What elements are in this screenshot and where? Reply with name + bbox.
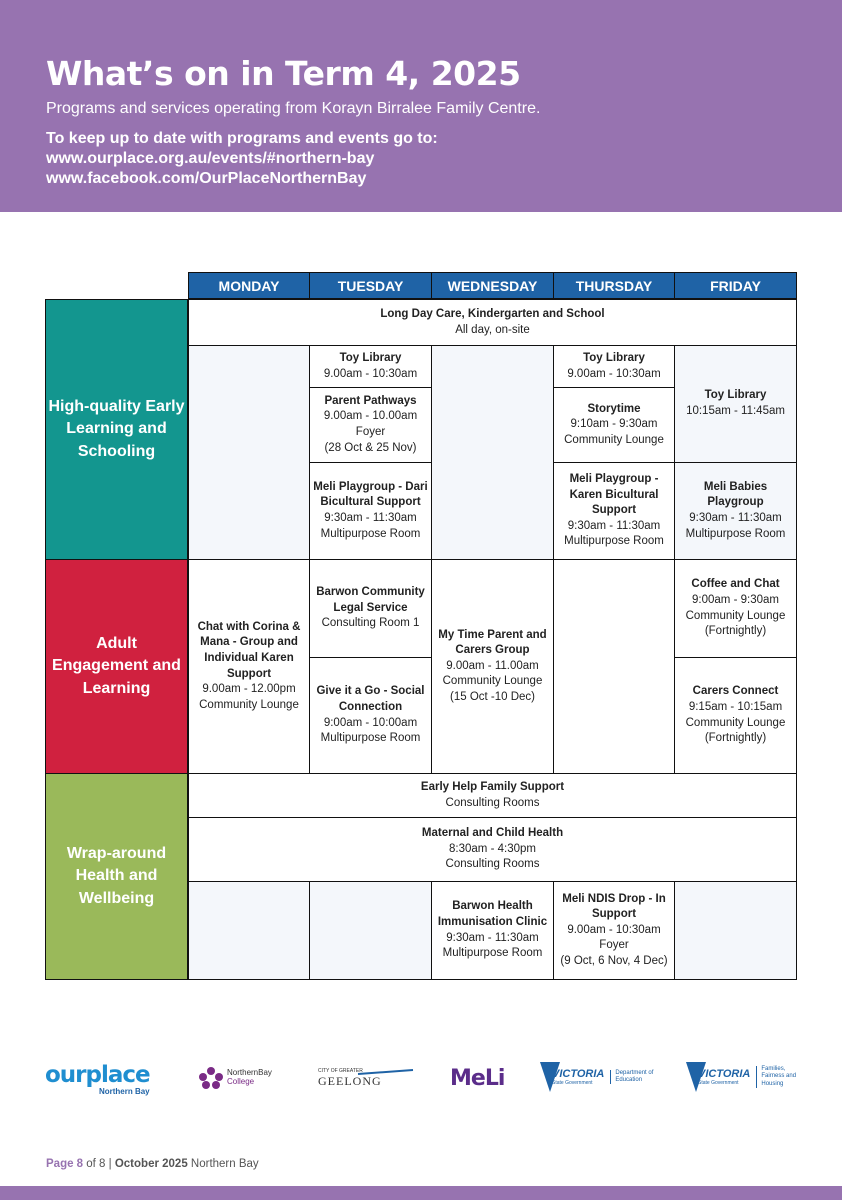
empty-cell (188, 345, 310, 560)
cell-location: Community Lounge (199, 698, 299, 711)
cell-location: Multipurpose Room (320, 527, 421, 540)
page-header (0, 0, 842, 212)
cell-time: 9.00am - 11.00am (446, 659, 539, 672)
ourplace-logo (45, 1064, 150, 1096)
victoria-families-logo (686, 1062, 802, 1092)
empty-cell (431, 345, 554, 560)
day-header-thursday: THURSDAY (553, 272, 675, 299)
day-header-tuesday: TUESDAY (309, 272, 432, 299)
fri-toy-library-cell (674, 345, 797, 463)
cell-title: Barwon Health Immunisation Clinic (437, 900, 548, 928)
cell-location: Multipurpose Room (320, 732, 421, 745)
cell-location: Consulting Rooms (445, 796, 540, 809)
page-subtitle: Programs and services operating from Korayn Birralee Family Centre. (46, 100, 541, 117)
cell-title: Give it a Go - Social Connection (316, 685, 425, 713)
fri-coffee-chat-cell (674, 559, 797, 658)
day-header-monday: MONDAY (188, 272, 310, 299)
geelong-logo (318, 1068, 382, 1089)
thu-storytime-cell (553, 387, 675, 463)
geelong-small: CITY OF GREATER (318, 1068, 363, 1074)
cell-dates: (28 Oct & 25 Nov) (324, 441, 417, 454)
footer-of: of 8 | (83, 1158, 115, 1170)
ourplace-logo-sub: Northern Bay (98, 1087, 150, 1096)
tue-parent-pathways-cell (309, 387, 432, 463)
tue-give-it-a-go-cell (309, 657, 432, 774)
cell-time: 9.00am - 10:30am (567, 367, 661, 380)
cell-time: 9:10am - 9:30am (570, 418, 658, 431)
dept-education-text: Department of Education (610, 1070, 656, 1084)
cell-time: 9:15am - 10:15am (688, 700, 783, 713)
events-link[interactable]: www.ourplace.org.au/events/#northern-bay (46, 150, 375, 167)
tue-toy-library-cell (309, 345, 432, 388)
footer-page: Page 8 (46, 1158, 84, 1170)
cell-title: Chat with Corina & Mana - Group and Individual Karen Support (197, 620, 301, 680)
cell-title: Coffee and Chat (691, 578, 780, 591)
mon-chat-cell (188, 559, 310, 774)
nbc-line1: NorthernBay (227, 1068, 272, 1078)
victoria-text: VICTORIA (552, 1068, 605, 1080)
category-wrap-around: Wrap-around Health and Wellbeing (45, 773, 188, 980)
cell-location: Multipurpose Room (442, 947, 543, 960)
cell-frequency: (Fortnightly) (704, 732, 767, 745)
cell-location: Community Lounge (564, 433, 664, 446)
tue-meli-playgroup-cell (309, 462, 432, 560)
nbc-line2: College (227, 1077, 255, 1086)
cell-title: Long Day Care, Kindergarten and School (380, 307, 605, 320)
cell-location: Foyer (599, 939, 629, 952)
partner-logos (0, 1060, 842, 1110)
geelong-main: GEELONG (318, 1074, 382, 1088)
thu-toy-library-cell (553, 345, 675, 388)
victoria-text: VICTORIA (698, 1068, 751, 1080)
cell-time: 9:00am - 10:00am (323, 716, 418, 729)
empty-cell (553, 559, 675, 774)
cell-frequency: (Fortnightly) (704, 625, 767, 638)
cell-title: Meli NDIS Drop - In Support (562, 892, 666, 921)
maternal-child-health-cell (188, 817, 797, 882)
cell-title: Carers Connect (692, 685, 779, 698)
cell-title: Toy Library (583, 351, 645, 364)
thu-meli-playgroup-cell (553, 462, 675, 560)
empty-cell (674, 881, 797, 980)
cell-time: 10:15am - 11:45am (686, 405, 785, 417)
page-title: What’s on in Term 4, 2025 (46, 54, 521, 93)
day-header-friday: FRIDAY (674, 272, 797, 299)
cell-title: Meli Babies Playgroup (703, 480, 768, 509)
early-help-cell (188, 773, 797, 818)
cell-title: Maternal and Child Health (421, 827, 564, 840)
longday-cell (188, 299, 797, 346)
victoria-sub: State Government (552, 1080, 593, 1086)
fri-meli-babies-cell (674, 462, 797, 560)
category-early-learning: High-quality Early Learning and Schooling (45, 299, 188, 560)
keep-up-text: To keep up to date with programs and events go to: (46, 130, 438, 147)
cell-location: Consulting Room 1 (321, 617, 420, 630)
facebook-link[interactable]: www.facebook.com/OurPlaceNorthernBay (46, 170, 367, 187)
empty-cell (188, 881, 310, 980)
thu-ndis-cell (553, 881, 675, 980)
cell-time: 9.00am - 10.00am (323, 410, 418, 423)
victoria-education-logo (540, 1062, 656, 1092)
footer-location: Northern Bay (187, 1158, 259, 1170)
cell-time: 9:30am - 11:30am (689, 512, 782, 524)
cell-time: 9:00am - 9:30am (692, 593, 779, 606)
cell-time: 9.00am - 12.00pm (202, 683, 296, 696)
cell-dates: (9 Oct, 6 Nov, 4 Dec) (560, 954, 668, 967)
empty-cell (309, 881, 432, 980)
wed-immunisation-cell (431, 881, 554, 980)
cell-title: Barwon Community Legal Service (316, 586, 425, 614)
northern-bay-college-logo (198, 1066, 272, 1090)
page-footer (46, 1158, 259, 1170)
dept-families-text: Families, Fairness and Housing (756, 1066, 802, 1088)
cell-location: Consulting Rooms (445, 858, 540, 871)
fri-carers-connect-cell (674, 657, 797, 774)
flower-icon (198, 1066, 224, 1090)
category-adult-engagement: Adult Engagement and Learning (45, 559, 188, 774)
geelong-wave-icon (318, 1068, 414, 1076)
footer-bar (0, 1186, 842, 1200)
cell-time: 9:30am - 11:30am (324, 512, 417, 524)
cell-time: 9.00am - 10:30am (323, 367, 418, 380)
cell-title: Parent Pathways (324, 394, 417, 407)
cell-title: Storytime (587, 402, 641, 415)
victoria-sub: State Government (698, 1080, 739, 1086)
cell-title: Meli Playgroup - Karen Bicultural Support (569, 473, 659, 517)
tue-barwon-legal-cell (309, 559, 432, 658)
cell-location: Multipurpose Room (685, 527, 786, 540)
cell-dates: (15 Oct -10 Dec) (450, 690, 535, 703)
cell-title: Early Help Family Support (420, 780, 565, 793)
cell-time: 9:30am - 11:30am (446, 931, 539, 944)
cell-time: 8:30am - 4:30pm (449, 842, 536, 855)
footer-month: October 2025 (114, 1158, 188, 1170)
ourplace-logo-text: ourplace (45, 1062, 150, 1088)
cell-title: Meli Playgroup - Dari Bicultural Support (313, 480, 428, 509)
cell-title: My Time Parent and Carers Group (438, 628, 547, 657)
cell-detail: All day, on-site (455, 323, 530, 336)
cell-location: Community Lounge (442, 675, 543, 688)
cell-location: Foyer (355, 426, 386, 438)
cell-title: Toy Library (704, 389, 767, 402)
cell-time: 9:30am - 11:30am (567, 519, 661, 532)
meli-logo-text: MeLi (450, 1066, 505, 1091)
cell-location: Community Lounge (685, 609, 786, 622)
wed-my-time-cell (431, 559, 554, 774)
day-header-wednesday: WEDNESDAY (431, 272, 554, 299)
meli-logo (450, 1066, 504, 1091)
cell-title: Toy Library (339, 351, 402, 364)
cell-location: Multipurpose Room (564, 535, 664, 548)
cell-time: 9.00am - 10:30am (567, 923, 661, 936)
cell-location: Community Lounge (685, 716, 786, 729)
